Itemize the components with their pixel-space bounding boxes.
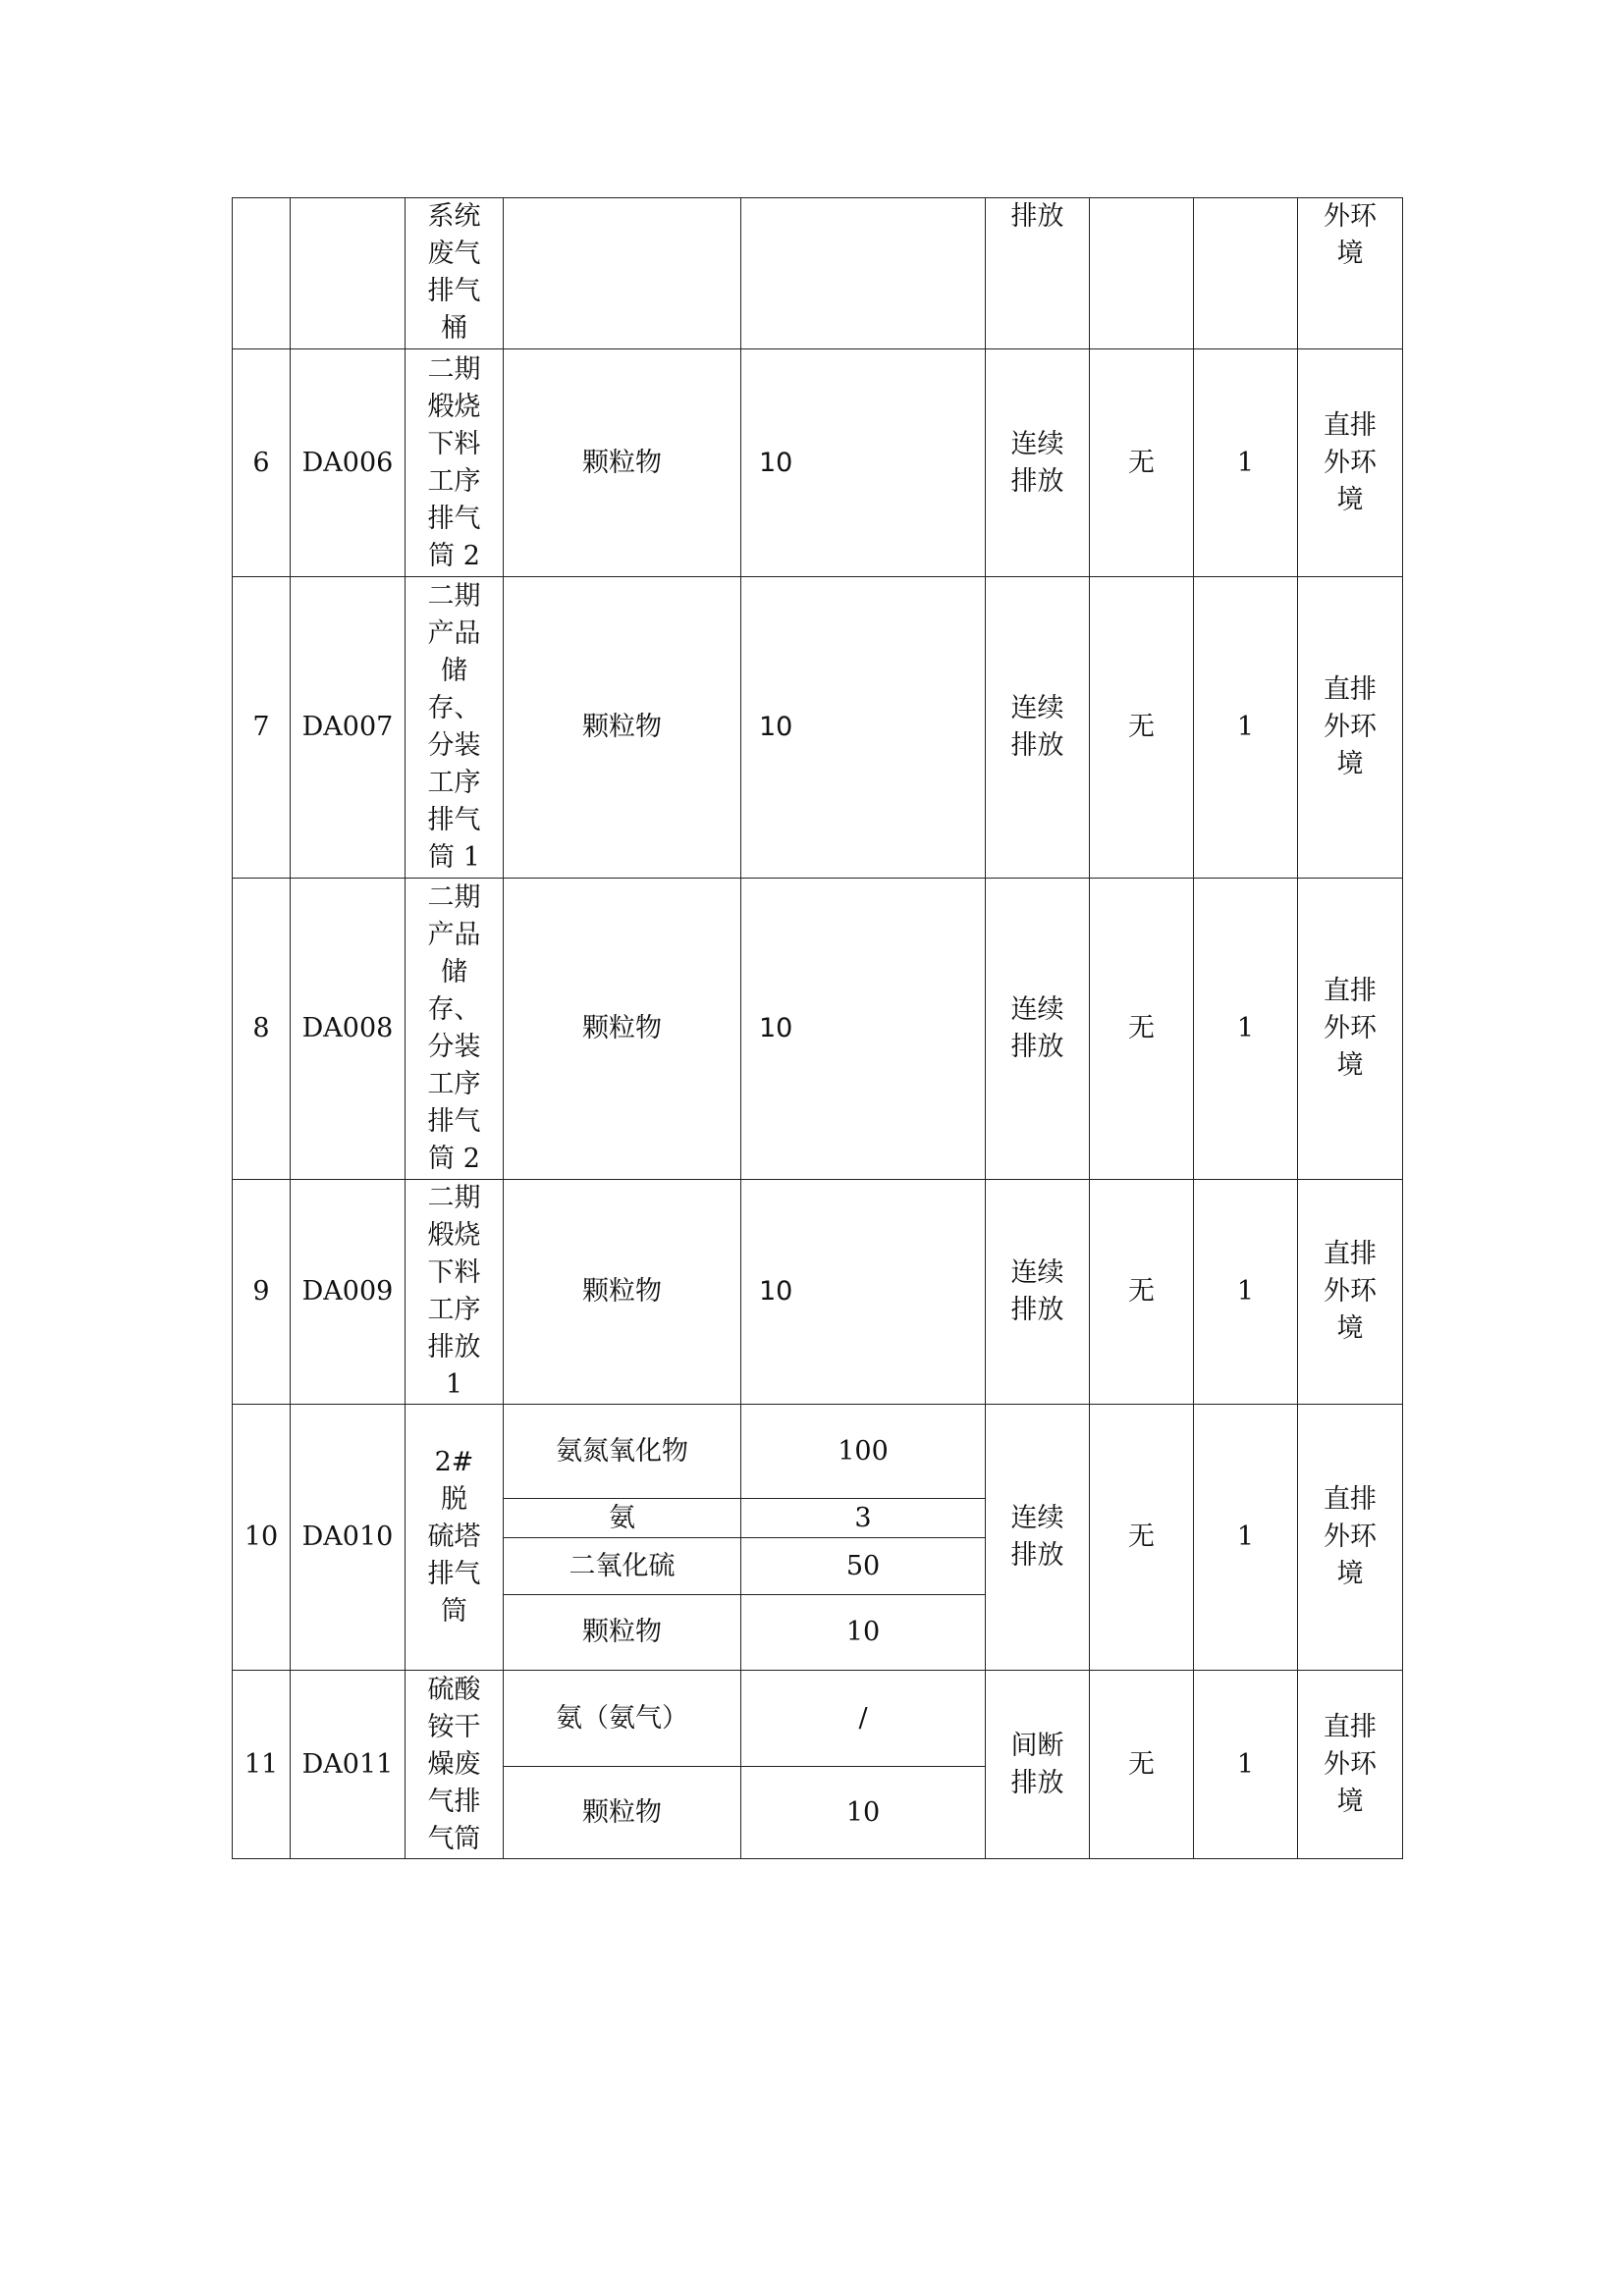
destination-cell: 直排 外环 境 [1298, 349, 1403, 577]
emission-table [232, 197, 1403, 1859]
count-cell: 1 [1194, 577, 1298, 879]
pollutant-cell: 颗粒物 [504, 1767, 741, 1859]
count-cell: 1 [1194, 1671, 1298, 1859]
table-row [233, 1671, 1403, 1767]
treatment-cell [1090, 198, 1194, 349]
limit-cell: 100 [741, 1405, 986, 1499]
discharge-mode-cell: 连续 排放 [986, 879, 1090, 1180]
row-number-cell: 7 [233, 577, 291, 879]
count-cell: 1 [1194, 1180, 1298, 1405]
limit-cell: 10 [741, 349, 986, 577]
discharge-mode-cell: 连续 排放 [986, 1405, 1090, 1671]
outlet-code-cell: DA008 [291, 879, 406, 1180]
pollutant-cell: 氨氮氧化物 [504, 1405, 741, 1499]
discharge-mode-cell: 连续 排放 [986, 577, 1090, 879]
destination-cell: 直排 外环 境 [1298, 1405, 1403, 1671]
count-cell: 1 [1194, 349, 1298, 577]
discharge-mode-cell: 间断 排放 [986, 1671, 1090, 1859]
outlet-code-cell [291, 198, 406, 349]
destination-cell: 外环 境 [1298, 198, 1403, 349]
table-row [233, 577, 1403, 879]
limit-cell: / [741, 1671, 986, 1767]
treatment-cell: 无 [1090, 349, 1194, 577]
pollutant-cell: 颗粒物 [504, 577, 741, 879]
outlet-code-cell: DA010 [291, 1405, 406, 1671]
pollutant-cell: 颗粒物 [504, 349, 741, 577]
limit-cell: 50 [741, 1538, 986, 1595]
table-row [233, 1405, 1403, 1499]
discharge-mode-cell: 连续 排放 [986, 349, 1090, 577]
pollutant-cell: 颗粒物 [504, 1180, 741, 1405]
outlet-name-cell: 系统 废气 排气 桶 [406, 198, 504, 349]
outlet-name-cell: 二期 产品 储 存、 分装 工序 排气 筒 1 [406, 577, 504, 879]
limit-cell: 10 [741, 1595, 986, 1671]
outlet-code-cell: DA007 [291, 577, 406, 879]
table-row [233, 349, 1403, 577]
pollutant-cell: 氨（氨气） [504, 1671, 741, 1767]
table-row [233, 1180, 1403, 1405]
row-number-cell: 8 [233, 879, 291, 1180]
treatment-cell: 无 [1090, 879, 1194, 1180]
limit-cell: 10 [741, 577, 986, 879]
table-row [233, 198, 1403, 349]
treatment-cell: 无 [1090, 1180, 1194, 1405]
outlet-name-cell: 2#脱 硫塔 排气 筒 [406, 1405, 504, 1671]
row-number-cell [233, 198, 291, 349]
row-number-cell: 9 [233, 1180, 291, 1405]
limit-cell: 10 [741, 1180, 986, 1405]
count-cell: 1 [1194, 879, 1298, 1180]
discharge-mode-cell: 连续 排放 [986, 1180, 1090, 1405]
pollutant-cell: 二氧化硫 [504, 1538, 741, 1595]
row-number-cell: 10 [233, 1405, 291, 1671]
pollutant-cell: 氨 [504, 1499, 741, 1538]
destination-cell: 直排 外环 境 [1298, 1671, 1403, 1859]
count-cell [1194, 198, 1298, 349]
treatment-cell: 无 [1090, 577, 1194, 879]
destination-cell: 直排 外环 境 [1298, 1180, 1403, 1405]
table-row [233, 879, 1403, 1180]
treatment-cell: 无 [1090, 1405, 1194, 1671]
pollutant-cell: 颗粒物 [504, 1595, 741, 1671]
outlet-code-cell: DA009 [291, 1180, 406, 1405]
outlet-name-cell: 二期 煅烧 下料 工序 排放 1 [406, 1180, 504, 1405]
outlet-name-cell: 硫酸 铵干 燥废 气排 气筒 [406, 1671, 504, 1859]
treatment-cell: 无 [1090, 1671, 1194, 1859]
row-number-cell: 11 [233, 1671, 291, 1859]
limit-cell: 3 [741, 1499, 986, 1538]
limit-cell [741, 198, 986, 349]
limit-cell: 10 [741, 879, 986, 1180]
outlet-name-cell: 二期 煅烧 下料 工序 排气 筒 2 [406, 349, 504, 577]
count-cell: 1 [1194, 1405, 1298, 1671]
discharge-mode-cell: 排放 [986, 198, 1090, 349]
destination-cell: 直排 外环 境 [1298, 577, 1403, 879]
outlet-name-cell: 二期 产品 储 存、 分装 工序 排气 筒 2 [406, 879, 504, 1180]
limit-cell: 10 [741, 1767, 986, 1859]
outlet-code-cell: DA006 [291, 349, 406, 577]
outlet-code-cell: DA011 [291, 1671, 406, 1859]
row-number-cell: 6 [233, 349, 291, 577]
pollutant-cell: 颗粒物 [504, 879, 741, 1180]
pollutant-cell [504, 198, 741, 349]
destination-cell: 直排 外环 境 [1298, 879, 1403, 1180]
